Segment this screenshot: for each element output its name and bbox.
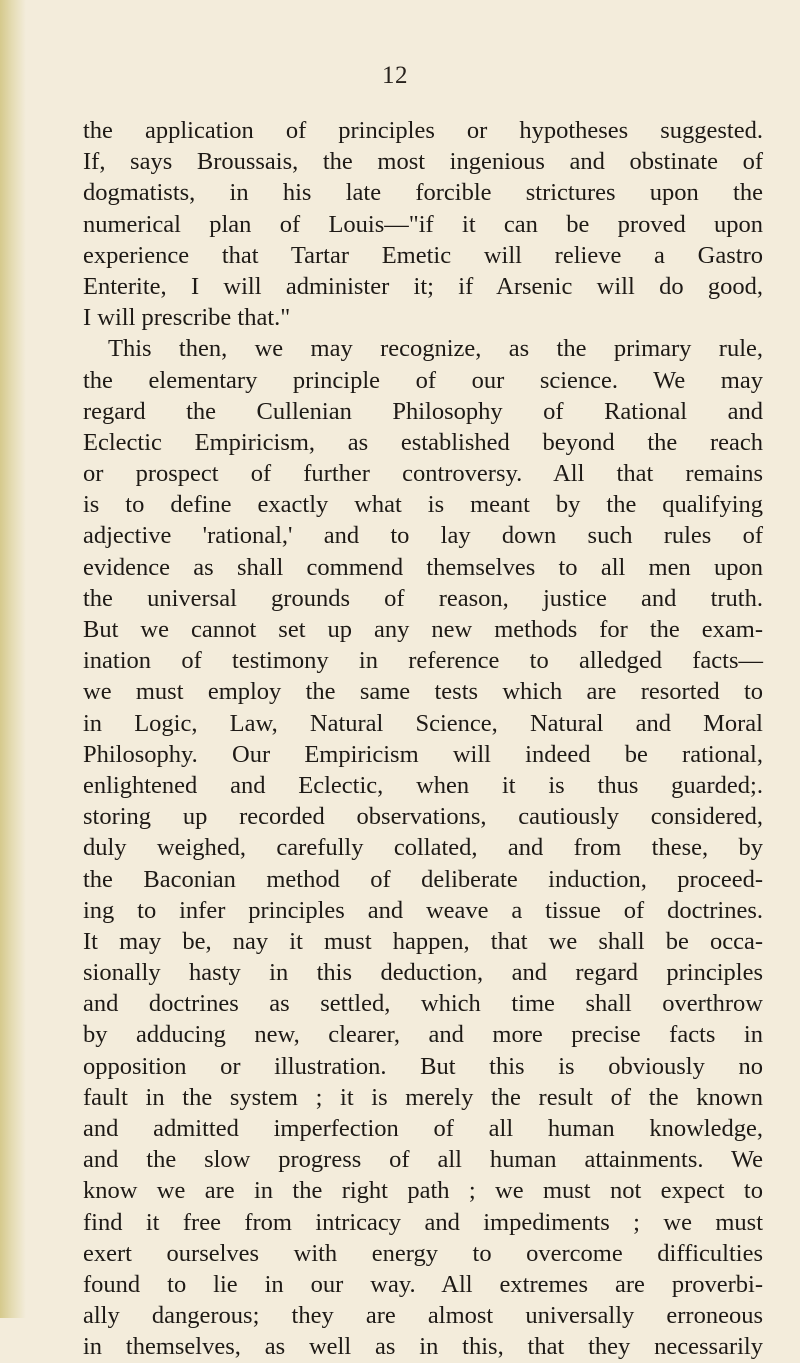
- text-line: experience that Tartar Emetic will relieve a Gastro: [83, 241, 763, 269]
- page-number: 12: [382, 62, 408, 89]
- text-line: adjective 'rational,' and to lay down such rules of: [83, 522, 763, 550]
- text-line: dogmatists, in his late forcible strictures upon the: [83, 179, 763, 207]
- text-line: regard the Cullenian Philosophy of Rational and: [83, 397, 763, 425]
- text-line: know we are in the right path ; we must not expect to: [83, 1177, 763, 1205]
- text-line: This then, we may recognize, as the primary rule,: [108, 335, 763, 363]
- text-line: Eclectic Empiricism, as established beyond the reach: [83, 428, 763, 456]
- text-line: duly weighed, carefully collated, and from these, by: [83, 834, 763, 862]
- text-line: evidence as shall commend themselves to all men upon: [83, 553, 763, 581]
- page-edge-shadow: [0, 0, 26, 1318]
- text-line: and doctrines as settled, which time shall overthrow: [83, 990, 763, 1018]
- text-line: found to lie in our way. All extremes are proverbi-: [83, 1270, 763, 1298]
- text-line: ination of testimony in reference to alledged facts—: [83, 647, 763, 675]
- text-line: the elementary principle of our science. We may: [83, 366, 763, 394]
- text-line: the Baconian method of deliberate induction, proceed-: [83, 865, 763, 893]
- text-line: opposition or illustration. But this is obviously no: [83, 1052, 763, 1080]
- text-line: the application of principles or hypotheses suggested.: [83, 117, 763, 144]
- text-line: But we cannot set up any new methods for the exam-: [83, 616, 763, 643]
- text-line: sionally hasty in this deduction, and regard principles: [83, 959, 763, 987]
- text-line: exert ourselves with energy to overcome difficulties: [83, 1239, 763, 1267]
- text-line: enlightened and Eclectic, when it is thus guarded;.: [83, 771, 763, 799]
- text-line: the universal grounds of reason, justice and truth.: [83, 584, 763, 612]
- text-line: Enterite, I will administer it; if Arsenic will do good,: [83, 272, 763, 300]
- text-line: storing up recorded observations, cautiously considered,: [83, 803, 763, 831]
- text-line: fault in the system ; it is merely the result of the known: [83, 1083, 763, 1111]
- text-line: ally dangerous; they are almost universally erroneous: [83, 1302, 763, 1330]
- text-line: and admitted imperfection of all human knowledge,: [83, 1115, 763, 1142]
- text-line: It may be, nay it must happen, that we shall be occa-: [83, 927, 763, 955]
- text-line: in themselves, as well as in this, that they necessarily: [83, 1333, 763, 1361]
- text-line: is to define exactly what is meant by the qualifying: [83, 491, 763, 519]
- text-line: I will prescribe that.": [83, 304, 291, 332]
- text-line: or prospect of further controversy. All that remains: [83, 460, 763, 488]
- text-line: and the slow progress of all human attainments. We: [83, 1146, 763, 1174]
- text-line: If, says Broussais, the most ingenious and obstinate of: [83, 148, 763, 176]
- text-line: in Logic, Law, Natural Science, Natural and Moral: [83, 709, 763, 737]
- text-line: we must employ the same tests which are resorted to: [83, 678, 763, 706]
- text-line: by adducing new, clearer, and more precise facts in: [83, 1021, 763, 1049]
- text-line: numerical plan of Louis—"if it can be proved upon: [83, 210, 763, 238]
- body-text: [83, 115, 763, 1363]
- text-line: find it free from intricacy and impediments ; we must: [83, 1208, 763, 1236]
- text-line: Philosophy. Our Empiricism will indeed be rational,: [83, 740, 763, 768]
- text-line: ing to infer principles and weave a tissue of doctrines.: [83, 896, 763, 924]
